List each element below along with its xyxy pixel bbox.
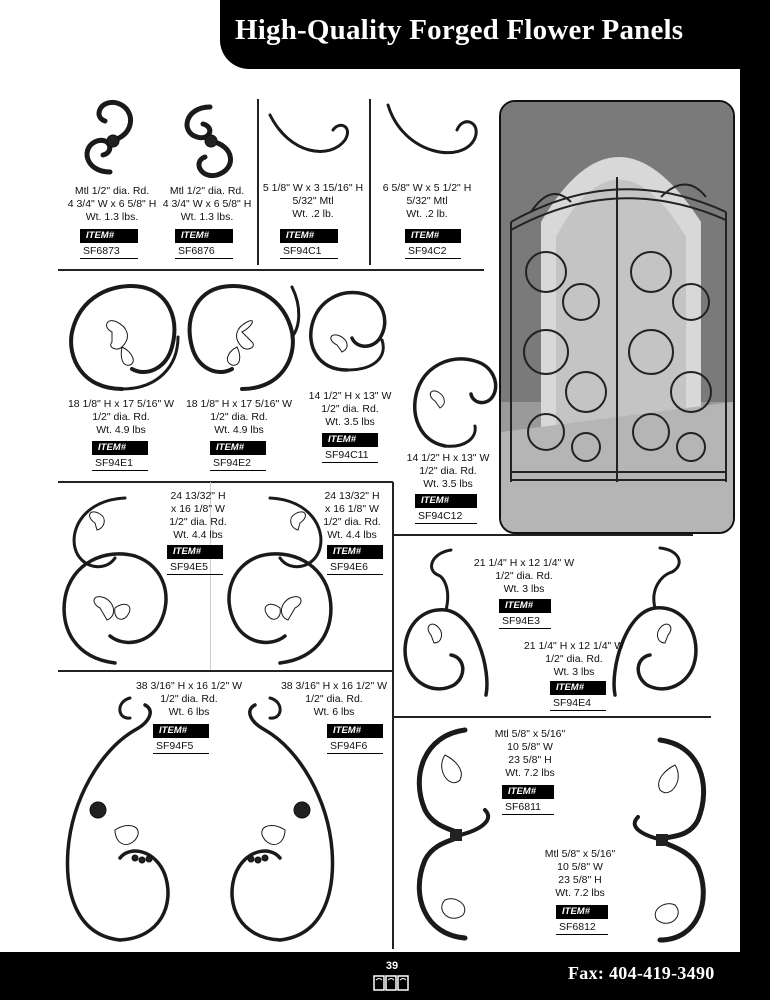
vertical-panel-icon (620, 735, 715, 945)
spec-sf94e5: 24 13/32" H x 16 1/8" W 1/2" dia. Rd. Wt. 4.4 lbs (169, 490, 227, 541)
item-code[interactable]: SF6873 (80, 244, 138, 259)
spec-sf94f6: 38 3/16" H x 16 1/2" W 1/2" dia. Rd. Wt. 6 lbs (280, 680, 388, 718)
spec-sf94e4: 21 1/4" H x 12 1/4" W 1/2" dia. Rd. Wt. 3 lbs (523, 640, 625, 678)
item-code[interactable]: SF94E2 (210, 456, 266, 471)
s-scroll-icon (175, 97, 245, 182)
fax-number: Fax: 404-419-3490 (568, 963, 715, 983)
item-label: ITEM# (556, 905, 608, 919)
c-scroll-icon (405, 346, 500, 451)
item-code[interactable]: SF94E4 (550, 696, 606, 711)
spec-sf94c11: 14 1/2" H x 13" W 1/2" dia. Rd. Wt. 3.5 lbs (308, 390, 392, 428)
spec-sf94f5: 38 3/16" H x 16 1/2" W 1/2" dia. Rd. Wt. 6 lbs (135, 680, 243, 718)
item-label: ITEM# (322, 433, 378, 447)
spec-sf94e1: 18 1/8" H x 17 5/16" W 1/2" dia. Rd. Wt. 4.9 lbs (67, 398, 175, 436)
item-label: ITEM# (167, 545, 223, 559)
row-divider (393, 534, 693, 536)
item-code[interactable]: SF94E5 (167, 560, 223, 575)
item-code[interactable]: SF94E3 (499, 614, 551, 629)
item-code[interactable]: SF94C2 (405, 244, 461, 259)
triple-panel-logo-icon (373, 975, 409, 991)
spec-sf6876: Mtl 1/2" dia. Rd. 4 3/4" W x 6 5/8" H Wt. 1.3 lbs. (162, 185, 252, 223)
item-label: ITEM# (92, 441, 148, 455)
item-label: ITEM# (499, 599, 551, 613)
item-label: ITEM# (210, 441, 266, 455)
item-code[interactable]: SF94E1 (92, 456, 148, 471)
item-label: ITEM# (175, 229, 233, 243)
tall-scroll-icon (220, 690, 340, 945)
item-code[interactable]: SF94C12 (415, 509, 477, 524)
page-number: 39 (385, 960, 399, 972)
item-code[interactable]: SF94C1 (280, 244, 338, 259)
item-code[interactable]: SF94E6 (327, 560, 383, 575)
item-label: ITEM# (502, 785, 554, 799)
c-scroll-icon (383, 100, 483, 170)
item-code[interactable]: SF94C11 (322, 448, 378, 463)
row-divider (58, 481, 393, 483)
row-divider (393, 716, 711, 718)
row-divider (58, 269, 484, 271)
page-title: High-Quality Forged Flower Panels (235, 14, 684, 46)
gate-photo (499, 100, 735, 534)
spec-sf94e3: 21 1/4" H x 12 1/4" W 1/2" dia. Rd. Wt. 3 lbs (473, 557, 575, 595)
item-code[interactable]: SF94F6 (327, 739, 383, 754)
spec-sf94c12: 14 1/2" H x 13" W 1/2" dia. Rd. Wt. 3.5 lbs (406, 452, 490, 490)
spec-sf94e6: 24 13/32" H x 16 1/8" W 1/2" dia. Rd. Wt. 4.4 lbs (323, 490, 381, 541)
wrought-iron-gate-image (501, 102, 733, 532)
item-label: ITEM# (415, 494, 477, 508)
column-divider (369, 99, 371, 265)
item-label: ITEM# (550, 681, 606, 695)
spiral-scroll-icon (600, 540, 705, 705)
item-label: ITEM# (327, 545, 383, 559)
spec-sf6811: Mtl 5/8" x 5/16" 10 5/8" W 23 5/8" H Wt. 7.2 lbs (494, 728, 566, 779)
spec-sf94c2: 6 5/8" W x 5 1/2" H 5/32" Mtl Wt. .2 lb. (382, 182, 472, 220)
item-label: ITEM# (280, 229, 338, 243)
circle-scroll-icon (182, 277, 302, 397)
s-scroll-icon (75, 97, 145, 182)
circle-scroll-icon (62, 277, 182, 397)
item-label: ITEM# (153, 724, 209, 738)
item-code[interactable]: SF6812 (556, 920, 608, 935)
item-code[interactable]: SF6876 (175, 244, 233, 259)
item-label: ITEM# (80, 229, 138, 243)
item-label: ITEM# (405, 229, 461, 243)
c-scroll-icon (265, 105, 355, 165)
item-label: ITEM# (327, 724, 383, 738)
spec-sf94c1: 5 1/8" W x 3 15/16" H 5/32" Mtl Wt. .2 lb. (262, 182, 364, 220)
item-code[interactable]: SF6811 (502, 800, 554, 815)
row-divider (58, 670, 393, 672)
spec-sf6812: Mtl 5/8" x 5/16" 10 5/8" W 23 5/8" H Wt. 7.2 lbs (544, 848, 616, 899)
c-scroll-icon (302, 280, 392, 375)
spec-sf94e2: 18 1/8" H x 17 5/16" W 1/2" dia. Rd. Wt. 4.9 lbs (185, 398, 293, 436)
item-code[interactable]: SF94F5 (153, 739, 209, 754)
spec-sf6873: Mtl 1/2" dia. Rd. 4 3/4" W x 6 5/8" H Wt. 1.3 lbs. (67, 185, 157, 223)
